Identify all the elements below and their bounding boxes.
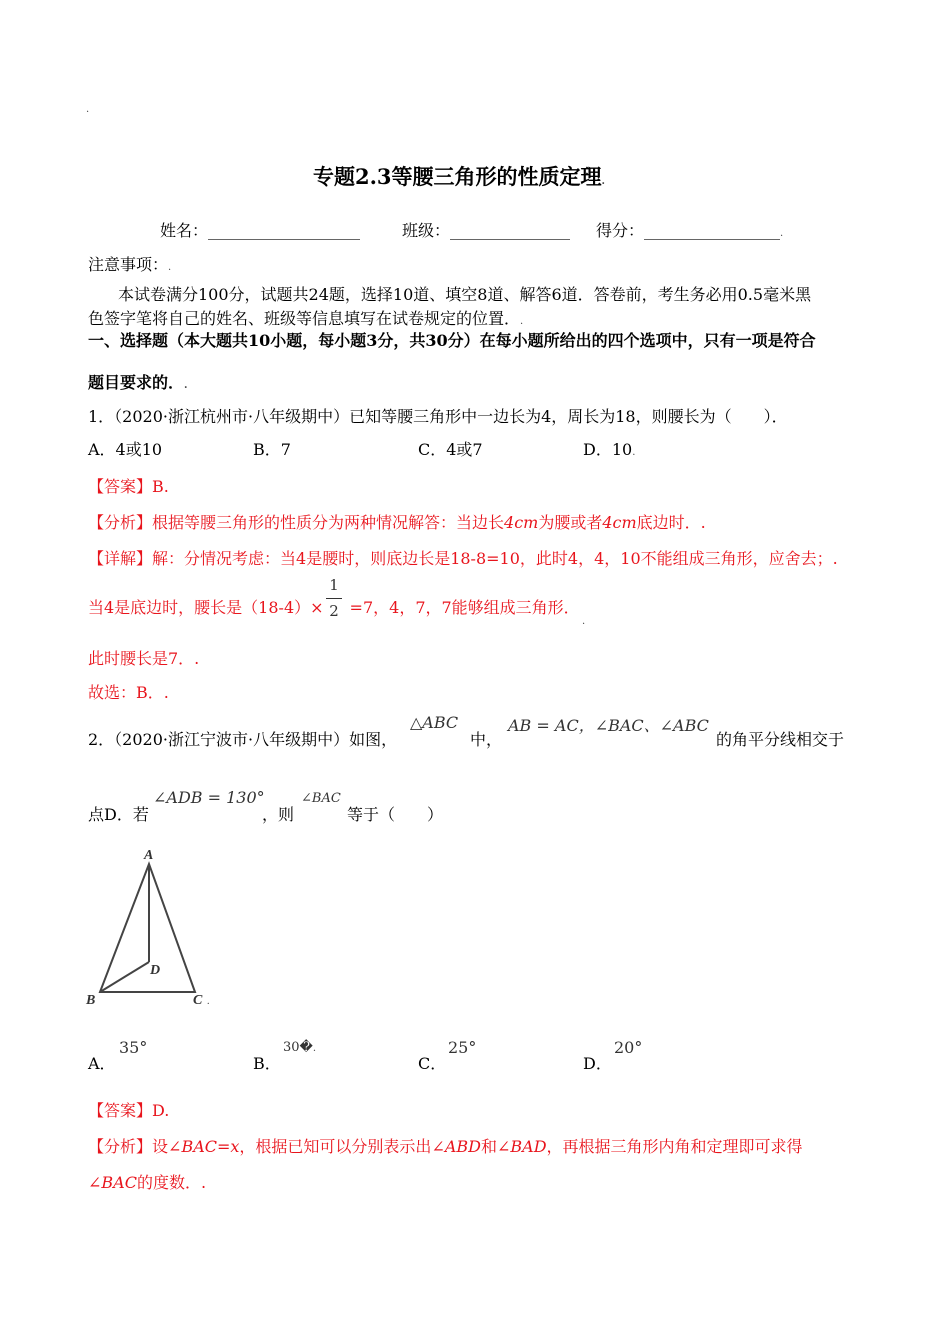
q1-option-d[interactable] (583, 440, 635, 463)
q2-stem-a: 2．（2020·浙江宁波市·八年级期中）如图， (88, 730, 398, 749)
class-field[interactable] (402, 221, 570, 241)
q2-math-angle-adb: ∠ADB = 130° (153, 788, 265, 807)
q2-math-angle-bac: ∠BAC (301, 791, 341, 806)
q2-line2-c: 等于（ ） (347, 805, 444, 824)
q1-answer: 【答案】B. (88, 477, 169, 496)
q1-detail-line-2-text-a: 当4是底边时，腰长是（18-4）× (88, 598, 324, 617)
q1-detail-line-2-text-b: =7，4，7，7能够组成三角形． (349, 598, 580, 617)
section-heading-line-1: 一、选择题（本大题共10小题，每小题3分，共30分）在每小题所给出的四个选项中，只有一项是符合 (88, 331, 816, 350)
q1-option-b[interactable]: B．7 (253, 440, 291, 459)
q1-option-d-mark: . (632, 447, 636, 458)
q2-line2-b: ，则 (262, 805, 295, 824)
notice-line-2 (88, 309, 523, 332)
section-heading-line-2-mark: . (184, 380, 188, 391)
name-label: 姓名： (160, 221, 209, 240)
q1-stem: 1．（2020·浙江杭州市·八年级期中）已知等腰三角形中一边长为4，周长为18，则腰长为（ ）． (88, 407, 788, 426)
q2-analysis-math-3: ∠BAD (497, 1137, 547, 1156)
q2-option-b-value[interactable] (283, 1040, 316, 1055)
q1-analysis-value-1: 4cm (504, 513, 539, 532)
q2-analysis-math-2: ∠ABD (431, 1137, 481, 1156)
corner-mark: . (86, 104, 90, 115)
vertex-label-a: A (144, 848, 154, 863)
segment-bd (100, 962, 149, 992)
title-mark: . (601, 176, 606, 187)
q2-math-triangle: △ABC (410, 713, 459, 732)
q1-analysis-tag: 【分析】 (88, 513, 153, 532)
name-field[interactable] (160, 221, 360, 241)
q2-option-c-label[interactable]: C． (418, 1054, 447, 1073)
q2-analysis-tag: 【分析】 (88, 1137, 153, 1156)
class-label: 班级： (402, 221, 451, 240)
name-blank[interactable]: ___________________ (208, 221, 361, 240)
score-label: 得分： (596, 221, 645, 240)
title-text: 专题2.3等腰三角形的性质定理 (313, 164, 602, 189)
vertex-label-b: B (86, 993, 96, 1008)
fraction-bar (326, 598, 342, 599)
notice-line-2-text: 色签字笔将自己的姓名、班级等信息填写在试卷规定的位置． (88, 309, 521, 328)
q1-detail-line-2-mark: . (582, 616, 586, 627)
q2-analysis-line-1 (88, 1137, 803, 1157)
q2-line2-a: 点D．若 (88, 805, 149, 824)
score-field[interactable] (596, 221, 783, 244)
section-heading-line-2 (88, 373, 188, 396)
q2-stem-c: 的角平分线相交于 (716, 730, 845, 749)
fraction-numerator: 1 (329, 576, 339, 594)
form-end-mark: . (780, 228, 784, 239)
q1-option-c[interactable]: C．4或7 (418, 440, 483, 459)
q1-analysis-text-c: 底边时．. (636, 513, 706, 532)
q2-option-d-value[interactable]: 20° (614, 1038, 643, 1057)
section-heading-line-2-text: 题目要求的． (88, 373, 185, 392)
q2-analysis-text-a: 设 (152, 1137, 169, 1156)
fraction-denominator: 2 (329, 602, 339, 620)
q1-analysis (88, 513, 706, 533)
q2-analysis-text-c: 和 (480, 1137, 497, 1156)
notice-heading-mark: . (168, 262, 172, 273)
q2-analysis-math-4: ∠BAC (88, 1173, 137, 1192)
q1-analysis-value-2: 4cm (602, 513, 637, 532)
q1-detail-line-1 (88, 549, 838, 569)
q1-detail-line-3: 此时腰长是7．. (88, 649, 200, 668)
q1-detail-line-1-text: 解：分情况考虑：当4是腰时，则底边长是18-8=10，此时4，4，10不能组成三角形，应舍去；. (152, 549, 838, 568)
notice-heading (88, 255, 171, 278)
triangle-figure (80, 840, 220, 1010)
document-title (313, 161, 605, 191)
notice-line-2-mark: . (520, 316, 524, 327)
q2-analysis-text-e: 的度数．. (136, 1173, 207, 1192)
score-blank[interactable]: _________________ (644, 221, 781, 240)
class-blank[interactable]: _______________ (450, 221, 571, 240)
q2-option-d-label[interactable]: D． (583, 1054, 612, 1073)
q2-stem-b: 中， (470, 730, 503, 749)
q2-option-c-value[interactable]: 25° (448, 1038, 477, 1057)
q2-analysis-math-1: ∠BAC=x (168, 1137, 240, 1156)
q1-detail-tag: 【详解】 (88, 549, 153, 568)
q1-option-a[interactable]: A．4或10 (88, 440, 163, 459)
q1-analysis-text-b: 为腰或者 (538, 513, 603, 532)
q1-detail-line-4: 故选：B．. (88, 683, 169, 702)
q2-math-condition: AB = AC，∠BAC、∠ABC (508, 716, 709, 735)
point-label-d: D (150, 963, 161, 978)
vertex-label-c-mark: . (207, 996, 210, 1007)
q2-analysis-text-b: ，根据已知可以分别表示出 (239, 1137, 432, 1156)
notice-heading-text: 注意事项： (88, 255, 169, 274)
q2-option-b-mark: . (312, 1043, 317, 1054)
notice-line-1: 本试卷满分100分，试题共24题，选择10道、填空8道、解答6道．答卷前，考生务必用0.5毫米黑 (118, 285, 812, 304)
q1-option-d-text: D．10 (583, 440, 633, 459)
q2-answer: 【答案】D. (88, 1101, 170, 1120)
q1-analysis-text-a: 根据等腰三角形的性质分为两种情况解答：当边长 (152, 513, 505, 532)
q2-option-a-value[interactable]: 35° (119, 1038, 148, 1057)
q2-option-a-label[interactable]: A． (88, 1054, 116, 1073)
q2-analysis-line-2 (88, 1173, 206, 1193)
q2-option-b-label[interactable]: B． (253, 1054, 281, 1073)
vertex-label-c: C (193, 993, 203, 1008)
triangle-abc (100, 864, 195, 992)
q2-analysis-text-d: ，再根据三角形内角和定理即可求得 (546, 1137, 803, 1156)
q2-option-b-value-text: 30� (283, 1040, 313, 1055)
